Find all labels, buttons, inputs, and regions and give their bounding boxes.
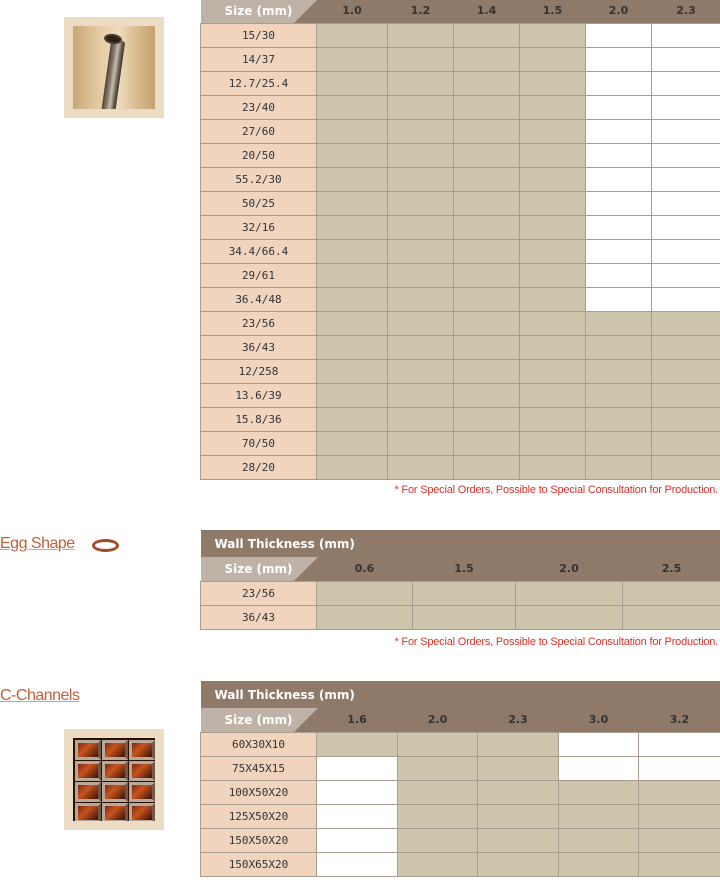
available-cell <box>317 95 388 119</box>
available-cell <box>317 431 388 455</box>
unavailable-cell <box>652 23 720 47</box>
available-cell <box>317 581 413 605</box>
available-cell <box>478 756 559 780</box>
unavailable-cell <box>639 756 720 780</box>
available-cell <box>586 431 652 455</box>
table-row <box>201 828 720 852</box>
c-channels-title[interactable]: C-Channels <box>0 687 80 704</box>
size-cell: 75X45X15 <box>201 756 317 780</box>
thickness-column-header: 2.3 <box>478 708 559 732</box>
available-cell <box>317 263 388 287</box>
egg-shape-icon <box>92 539 119 552</box>
size-cell: 50/25 <box>201 191 317 215</box>
channel-cell <box>102 803 128 821</box>
table-row <box>201 263 720 287</box>
size-column-label: Size (mm) <box>224 561 293 576</box>
available-cell <box>454 95 520 119</box>
size-cell: 150X50X20 <box>201 828 317 852</box>
thickness-column-header: 0.6 <box>317 557 413 581</box>
table-row <box>201 581 720 605</box>
table-row <box>201 287 720 311</box>
available-cell <box>586 455 652 479</box>
channel-cell <box>75 761 101 781</box>
size-cell: 36/43 <box>201 605 317 629</box>
available-cell <box>413 605 516 629</box>
available-cell <box>388 95 454 119</box>
unavailable-cell <box>652 143 720 167</box>
size-cell: 32/16 <box>201 215 317 239</box>
available-cell <box>454 215 520 239</box>
available-cell <box>478 852 559 876</box>
oval-tube-spec-table <box>200 0 720 480</box>
channel-cell <box>102 740 128 760</box>
available-cell <box>520 143 586 167</box>
available-cell <box>520 407 586 431</box>
table-row <box>201 852 720 876</box>
unavailable-cell <box>317 828 398 852</box>
available-cell <box>398 804 478 828</box>
available-cell <box>317 239 388 263</box>
available-cell <box>454 167 520 191</box>
available-cell <box>559 780 639 804</box>
size-column-header <box>201 0 317 23</box>
available-cell <box>454 239 520 263</box>
c-channel-photo <box>73 738 155 821</box>
table-row <box>201 23 720 47</box>
table-row <box>201 215 720 239</box>
available-cell <box>454 311 520 335</box>
channel-cell <box>102 782 128 802</box>
thickness-column-header: 3.2 <box>639 708 720 732</box>
size-cell: 14/37 <box>201 47 317 71</box>
thickness-column-header: 2.3 <box>652 0 720 23</box>
available-cell <box>454 287 520 311</box>
size-cell: 125X50X20 <box>201 804 317 828</box>
unavailable-cell <box>652 119 720 143</box>
available-cell <box>454 335 520 359</box>
channel-cell <box>102 761 128 781</box>
table-row <box>201 47 720 71</box>
size-cell: 15/30 <box>201 23 317 47</box>
table-row <box>201 95 720 119</box>
available-cell <box>586 407 652 431</box>
size-cell: 55.2/30 <box>201 167 317 191</box>
table-row <box>201 167 720 191</box>
available-cell <box>388 119 454 143</box>
size-cell: 12/258 <box>201 359 317 383</box>
unavailable-cell <box>586 95 652 119</box>
unavailable-cell <box>639 732 720 756</box>
available-cell <box>586 311 652 335</box>
channel-cell <box>75 782 101 802</box>
available-cell <box>454 71 520 95</box>
available-cell <box>317 311 388 335</box>
oval-tube-photo <box>73 26 155 109</box>
available-cell <box>639 828 720 852</box>
table-row <box>201 780 720 804</box>
available-cell <box>388 215 454 239</box>
unavailable-cell <box>317 852 398 876</box>
unavailable-cell <box>586 47 652 71</box>
table-row <box>201 311 720 335</box>
thickness-column-header: 2.0 <box>516 557 623 581</box>
available-cell <box>317 47 388 71</box>
available-cell <box>317 71 388 95</box>
egg-shape-spec-table <box>200 530 720 630</box>
available-cell <box>520 191 586 215</box>
unavailable-cell <box>586 215 652 239</box>
available-cell <box>388 311 454 335</box>
size-cell: 70/50 <box>201 431 317 455</box>
channel-cell <box>129 803 155 821</box>
table-row <box>201 239 720 263</box>
unavailable-cell <box>586 263 652 287</box>
size-cell: 60X30X10 <box>201 732 317 756</box>
unavailable-cell <box>652 191 720 215</box>
unavailable-cell <box>317 804 398 828</box>
thickness-column-header: 3.0 <box>559 708 639 732</box>
available-cell <box>454 407 520 431</box>
available-cell <box>520 287 586 311</box>
size-cell: 13.6/39 <box>201 383 317 407</box>
oval-special-order-note: * For Special Orders, Possible to Special Consultation for Production. <box>394 484 718 496</box>
table-row <box>201 455 720 479</box>
available-cell <box>623 581 720 605</box>
available-cell <box>388 431 454 455</box>
unavailable-cell <box>559 756 639 780</box>
available-cell <box>520 95 586 119</box>
unavailable-cell <box>317 780 398 804</box>
available-cell <box>317 605 413 629</box>
available-cell <box>317 732 398 756</box>
available-cell <box>398 828 478 852</box>
available-cell <box>639 804 720 828</box>
unavailable-cell <box>652 167 720 191</box>
table-row <box>201 407 720 431</box>
egg-shape-title[interactable]: Egg Shape <box>0 535 75 552</box>
available-cell <box>454 383 520 407</box>
oval-tube-photo-frame <box>64 17 164 118</box>
available-cell <box>398 756 478 780</box>
available-cell <box>478 780 559 804</box>
size-cell: 23/56 <box>201 311 317 335</box>
size-cell: 12.7/25.4 <box>201 71 317 95</box>
available-cell <box>520 383 586 407</box>
tube-body <box>99 39 125 109</box>
available-cell <box>317 167 388 191</box>
available-cell <box>388 287 454 311</box>
available-cell <box>520 47 586 71</box>
unavailable-cell <box>317 756 398 780</box>
thickness-column-header: 2.0 <box>398 708 478 732</box>
table-row <box>201 191 720 215</box>
thickness-column-header: 2.5 <box>623 557 720 581</box>
available-cell <box>520 455 586 479</box>
channel-cell <box>129 761 155 781</box>
available-cell <box>317 407 388 431</box>
thickness-column-header: 1.0 <box>317 0 388 23</box>
available-cell <box>388 335 454 359</box>
size-column-header <box>201 557 317 581</box>
available-cell <box>388 263 454 287</box>
table-row <box>201 732 720 756</box>
available-cell <box>388 383 454 407</box>
available-cell <box>478 732 559 756</box>
unavailable-cell <box>586 167 652 191</box>
available-cell <box>317 455 388 479</box>
available-cell <box>317 23 388 47</box>
size-cell: 34.4/66.4 <box>201 239 317 263</box>
size-column-header <box>201 708 317 732</box>
available-cell <box>454 119 520 143</box>
available-cell <box>559 828 639 852</box>
table-row <box>201 383 720 407</box>
available-cell <box>388 239 454 263</box>
size-cell: 23/56 <box>201 581 317 605</box>
available-cell <box>586 383 652 407</box>
available-cell <box>516 581 623 605</box>
available-cell <box>559 804 639 828</box>
available-cell <box>388 71 454 95</box>
available-cell <box>559 852 639 876</box>
unavailable-cell <box>586 23 652 47</box>
available-cell <box>388 143 454 167</box>
unavailable-cell <box>652 47 720 71</box>
table-row <box>201 71 720 95</box>
unavailable-cell <box>652 287 720 311</box>
thickness-column-header: 1.4 <box>454 0 520 23</box>
size-cell: 29/61 <box>201 263 317 287</box>
available-cell <box>639 780 720 804</box>
available-cell <box>652 359 720 383</box>
available-cell <box>520 431 586 455</box>
egg-special-order-note: * For Special Orders, Possible to Special Consultation for Production. <box>394 636 718 648</box>
table-row <box>201 756 720 780</box>
available-cell <box>317 215 388 239</box>
table-row <box>201 359 720 383</box>
available-cell <box>454 191 520 215</box>
unavailable-cell <box>652 71 720 95</box>
unavailable-cell <box>652 215 720 239</box>
size-cell: 150X65X20 <box>201 852 317 876</box>
available-cell <box>317 143 388 167</box>
available-cell <box>454 431 520 455</box>
available-cell <box>520 119 586 143</box>
header-row <box>201 0 720 23</box>
available-cell <box>520 23 586 47</box>
available-cell <box>520 215 586 239</box>
thickness-column-header: 1.2 <box>388 0 454 23</box>
table-row <box>201 431 720 455</box>
table-row <box>201 143 720 167</box>
size-cell: 23/40 <box>201 95 317 119</box>
c-channel-photo-frame <box>64 729 164 830</box>
table-row <box>201 119 720 143</box>
wall-thickness-label: Wall Thickness (mm) <box>201 530 720 557</box>
unavailable-cell <box>586 287 652 311</box>
size-column-label: Size (mm) <box>224 712 293 727</box>
available-cell <box>398 732 478 756</box>
unavailable-cell <box>586 71 652 95</box>
available-cell <box>586 335 652 359</box>
available-cell <box>317 191 388 215</box>
available-cell <box>478 804 559 828</box>
available-cell <box>454 455 520 479</box>
available-cell <box>388 359 454 383</box>
channel-cell <box>129 782 155 802</box>
size-cell: 100X50X20 <box>201 780 317 804</box>
available-cell <box>317 359 388 383</box>
table-row <box>201 605 720 629</box>
thickness-column-header: 1.5 <box>520 0 586 23</box>
unavailable-cell <box>652 239 720 263</box>
available-cell <box>388 23 454 47</box>
available-cell <box>520 71 586 95</box>
available-cell <box>652 383 720 407</box>
available-cell <box>388 455 454 479</box>
available-cell <box>652 431 720 455</box>
thickness-column-header: 1.5 <box>413 557 516 581</box>
c-channels-spec-table <box>200 681 720 877</box>
channel-cell <box>75 803 101 821</box>
size-cell: 27/60 <box>201 119 317 143</box>
available-cell <box>520 167 586 191</box>
unavailable-cell <box>586 119 652 143</box>
available-cell <box>454 263 520 287</box>
size-column-label: Size (mm) <box>224 3 293 18</box>
available-cell <box>516 605 623 629</box>
size-cell: 28/20 <box>201 455 317 479</box>
table-row <box>201 335 720 359</box>
available-cell <box>454 47 520 71</box>
available-cell <box>520 335 586 359</box>
thickness-column-header: 1.6 <box>317 708 398 732</box>
available-cell <box>398 780 478 804</box>
available-cell <box>413 581 516 605</box>
available-cell <box>388 47 454 71</box>
available-cell <box>652 455 720 479</box>
unavailable-cell <box>586 239 652 263</box>
size-cell: 36.4/48 <box>201 287 317 311</box>
table-row <box>201 804 720 828</box>
available-cell <box>520 359 586 383</box>
unavailable-cell <box>559 732 639 756</box>
unavailable-cell <box>586 191 652 215</box>
available-cell <box>317 383 388 407</box>
unavailable-cell <box>652 263 720 287</box>
available-cell <box>317 119 388 143</box>
available-cell <box>317 335 388 359</box>
available-cell <box>623 605 720 629</box>
channel-cell <box>75 740 101 760</box>
available-cell <box>454 143 520 167</box>
available-cell <box>398 852 478 876</box>
available-cell <box>454 23 520 47</box>
available-cell <box>520 239 586 263</box>
available-cell <box>478 828 559 852</box>
available-cell <box>388 407 454 431</box>
available-cell <box>586 359 652 383</box>
available-cell <box>454 359 520 383</box>
available-cell <box>388 191 454 215</box>
header-row <box>201 557 720 581</box>
unavailable-cell <box>652 95 720 119</box>
available-cell <box>639 852 720 876</box>
size-cell: 36/43 <box>201 335 317 359</box>
wall-thickness-row <box>201 681 720 708</box>
available-cell <box>520 263 586 287</box>
size-cell: 15.8/36 <box>201 407 317 431</box>
thickness-column-header: 2.0 <box>586 0 652 23</box>
unavailable-cell <box>586 143 652 167</box>
header-row <box>201 708 720 732</box>
channel-cell <box>129 740 155 760</box>
available-cell <box>520 311 586 335</box>
available-cell <box>652 311 720 335</box>
available-cell <box>652 407 720 431</box>
available-cell <box>652 335 720 359</box>
available-cell <box>388 167 454 191</box>
wall-thickness-row <box>201 530 720 557</box>
available-cell <box>317 287 388 311</box>
size-cell: 20/50 <box>201 143 317 167</box>
wall-thickness-label: Wall Thickness (mm) <box>201 681 720 708</box>
